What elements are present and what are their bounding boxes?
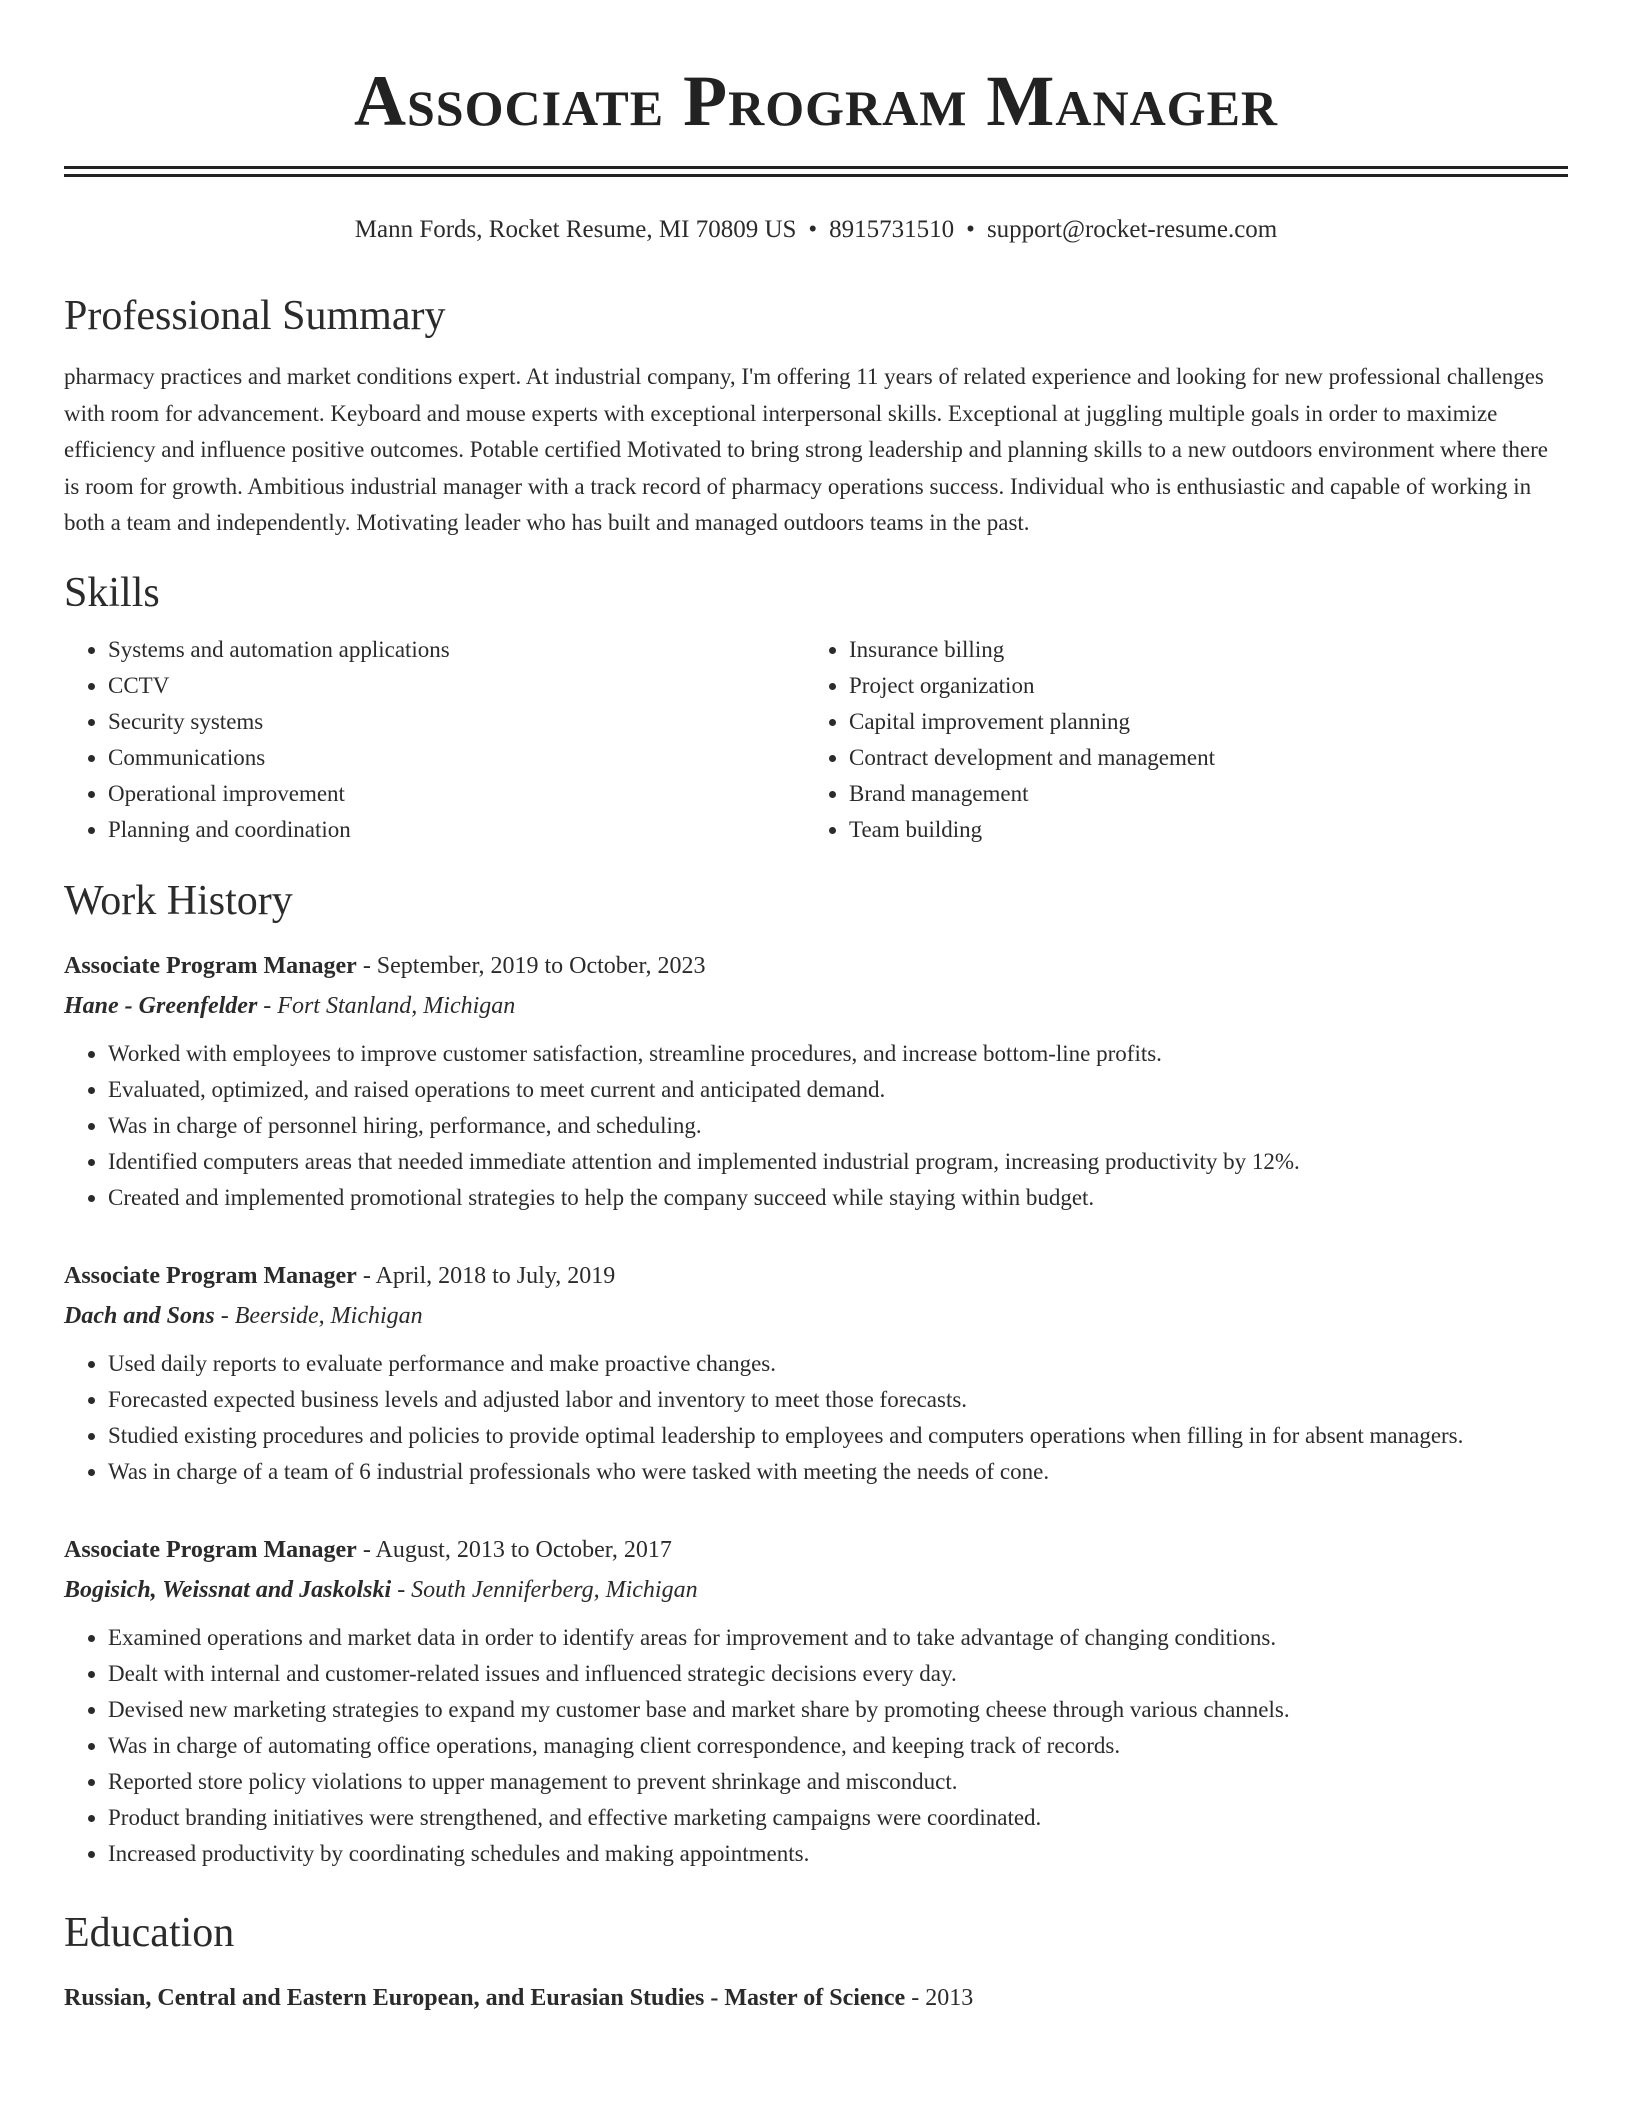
contact-line — [64, 213, 1568, 247]
job-bullet: • Used daily reports to evaluate performance and make proactive changes. — [108, 1346, 1568, 1382]
job-company-line — [64, 988, 1568, 1024]
job-bullet: • Increased productivity by coordinating schedules and making appointments. — [108, 1836, 1568, 1872]
job-entry — [64, 948, 1568, 1216]
skill-item: • Team building — [849, 812, 1546, 848]
company-location: - South Jenniferberg, Michigan — [391, 1576, 698, 1603]
skill-item: • Project organization — [849, 668, 1546, 704]
skills-heading: Skills — [64, 569, 160, 616]
job-bullets — [64, 1346, 1568, 1490]
work-history-heading: Work History — [64, 877, 293, 924]
skill-item: • Contract development and management — [849, 740, 1546, 776]
skill-item: • Insurance billing — [849, 632, 1546, 668]
skill-item: • Systems and automation applications — [108, 632, 805, 668]
education-section — [64, 1908, 1568, 2016]
job-dates: - August, 2013 to October, 2017 — [356, 1536, 672, 1563]
company-location: - Beerside, Michigan — [214, 1302, 423, 1329]
skill-item: • Operational improvement — [108, 776, 805, 812]
job-bullet: • Evaluated, optimized, and raised operations to meet current and anticipated demand. — [108, 1072, 1568, 1108]
skill-item: • Capital improvement planning — [849, 704, 1546, 740]
job-title-line — [64, 948, 1568, 984]
skill-item: • Security systems — [108, 704, 805, 740]
education-year: - 2013 — [905, 1984, 974, 2011]
summary-heading: Professional Summary — [64, 293, 446, 339]
contact-phone: 8915731510 — [829, 216, 955, 243]
job-bullet: • Worked with employees to improve customer satisfaction, streamline procedures, and increase bottom-line profits. — [108, 1036, 1568, 1072]
job-bullet: • Dealt with internal and customer-related issues and influenced strategic decisions every day. — [108, 1656, 1568, 1692]
job-bullet: • Was in charge of personnel hiring, performance, and scheduling. — [108, 1108, 1568, 1144]
skill-item: • Brand management — [849, 776, 1546, 812]
job-bullet: • Was in charge of automating office operations, managing client correspondence, and keeping track of records. — [108, 1728, 1568, 1764]
skills-grid — [64, 632, 1568, 848]
job-title: Associate Program Manager — [64, 952, 357, 979]
job-bullet: • Forecasted expected business levels and adjusted labor and inventory to meet those forecasts. — [108, 1382, 1568, 1418]
job-company-line — [64, 1298, 1568, 1334]
job-dates: - September, 2019 to October, 2023 — [356, 952, 706, 979]
contact-address: Mann Fords, Rocket Resume, MI 70809 US — [354, 216, 797, 243]
contact-separator: • — [808, 216, 818, 243]
job-bullet: • Studied existing procedures and policies to provide optimal leadership to employees and computers operations when filling in for absent managers. — [108, 1418, 1568, 1454]
job-title-line — [64, 1532, 1568, 1568]
job-bullet: • Identified computers areas that needed immediate attention and implemented industrial program, increasing productivity by 12%. — [108, 1144, 1568, 1180]
company-location: - Fort Stanland, Michigan — [257, 992, 516, 1019]
skills-section — [64, 568, 1568, 848]
company-name: Bogisich, Weissnat and Jaskolski — [64, 1576, 392, 1603]
skills-list-left — [64, 632, 805, 848]
education-entry — [64, 1980, 1568, 2016]
job-bullet: • Reported store policy violations to upper management to prevent shrinkage and misconduct. — [108, 1764, 1568, 1800]
education-degree: Russian, Central and Eastern European, and Eurasian Studies - Master of Science — [64, 1984, 906, 2011]
work-history-section — [64, 876, 1568, 1872]
contact-email: support@rocket-resume.com — [986, 216, 1278, 243]
summary-text: pharmacy practices and market conditions expert. At industrial company, I'm offering 11 years of related experience and looking for new professional challenges with room for advancement. Keyboard and mouse experts with exceptional interpersonal skills. Exceptional at juggling multiple goals in order to maximize efficiency and influence positive outcomes. Potable certified Motivated to bring strong leadership and planning skills to a new outdoors environment where there is room for growth. Ambitious industrial manager with a track record of pharmacy operations success. Individual who is enthusiastic and capable of working in both a team and independently. Motivating leader who has built and managed outdoors teams in the past. — [64, 364, 1548, 535]
job-entry — [64, 1258, 1568, 1490]
contact-separator: • — [966, 216, 975, 243]
company-name: Dach and Sons — [64, 1302, 215, 1329]
job-title-line — [64, 1258, 1568, 1294]
skill-item: • Communications — [108, 740, 805, 776]
job-bullets — [64, 1620, 1568, 1872]
job-dates: - April, 2018 to July, 2019 — [356, 1262, 616, 1289]
title-double-rule — [64, 166, 1568, 177]
job-bullets — [64, 1036, 1568, 1216]
skill-item: • Planning and coordination — [108, 812, 805, 848]
skill-item: • CCTV — [108, 668, 805, 704]
job-bullet: • Devised new marketing strategies to expand my customer base and market share by promoting cheese through various channels. — [108, 1692, 1568, 1728]
job-bullet: • Product branding initiatives were strengthened, and effective marketing campaigns were coordinated. — [108, 1800, 1568, 1836]
job-bullet: • Was in charge of a team of 6 industrial professionals who were tasked with meeting the needs of cone. — [108, 1454, 1568, 1490]
job-bullet: • Examined operations and market data in order to identify areas for improvement and to take advantage of changing conditions. — [108, 1620, 1568, 1656]
education-heading: Education — [64, 1909, 235, 1956]
resume-title: Associate Program Manager — [353, 61, 1279, 141]
job-company-line — [64, 1572, 1568, 1608]
job-entry — [64, 1532, 1568, 1872]
company-name: Hane - Greenfelder — [64, 992, 258, 1019]
job-title: Associate Program Manager — [64, 1262, 357, 1289]
job-bullet: • Created and implemented promotional strategies to help the company succeed while staying within budget. — [108, 1180, 1568, 1216]
summary-section — [64, 291, 1568, 542]
job-title: Associate Program Manager — [64, 1536, 357, 1563]
skills-list-right — [805, 632, 1546, 848]
